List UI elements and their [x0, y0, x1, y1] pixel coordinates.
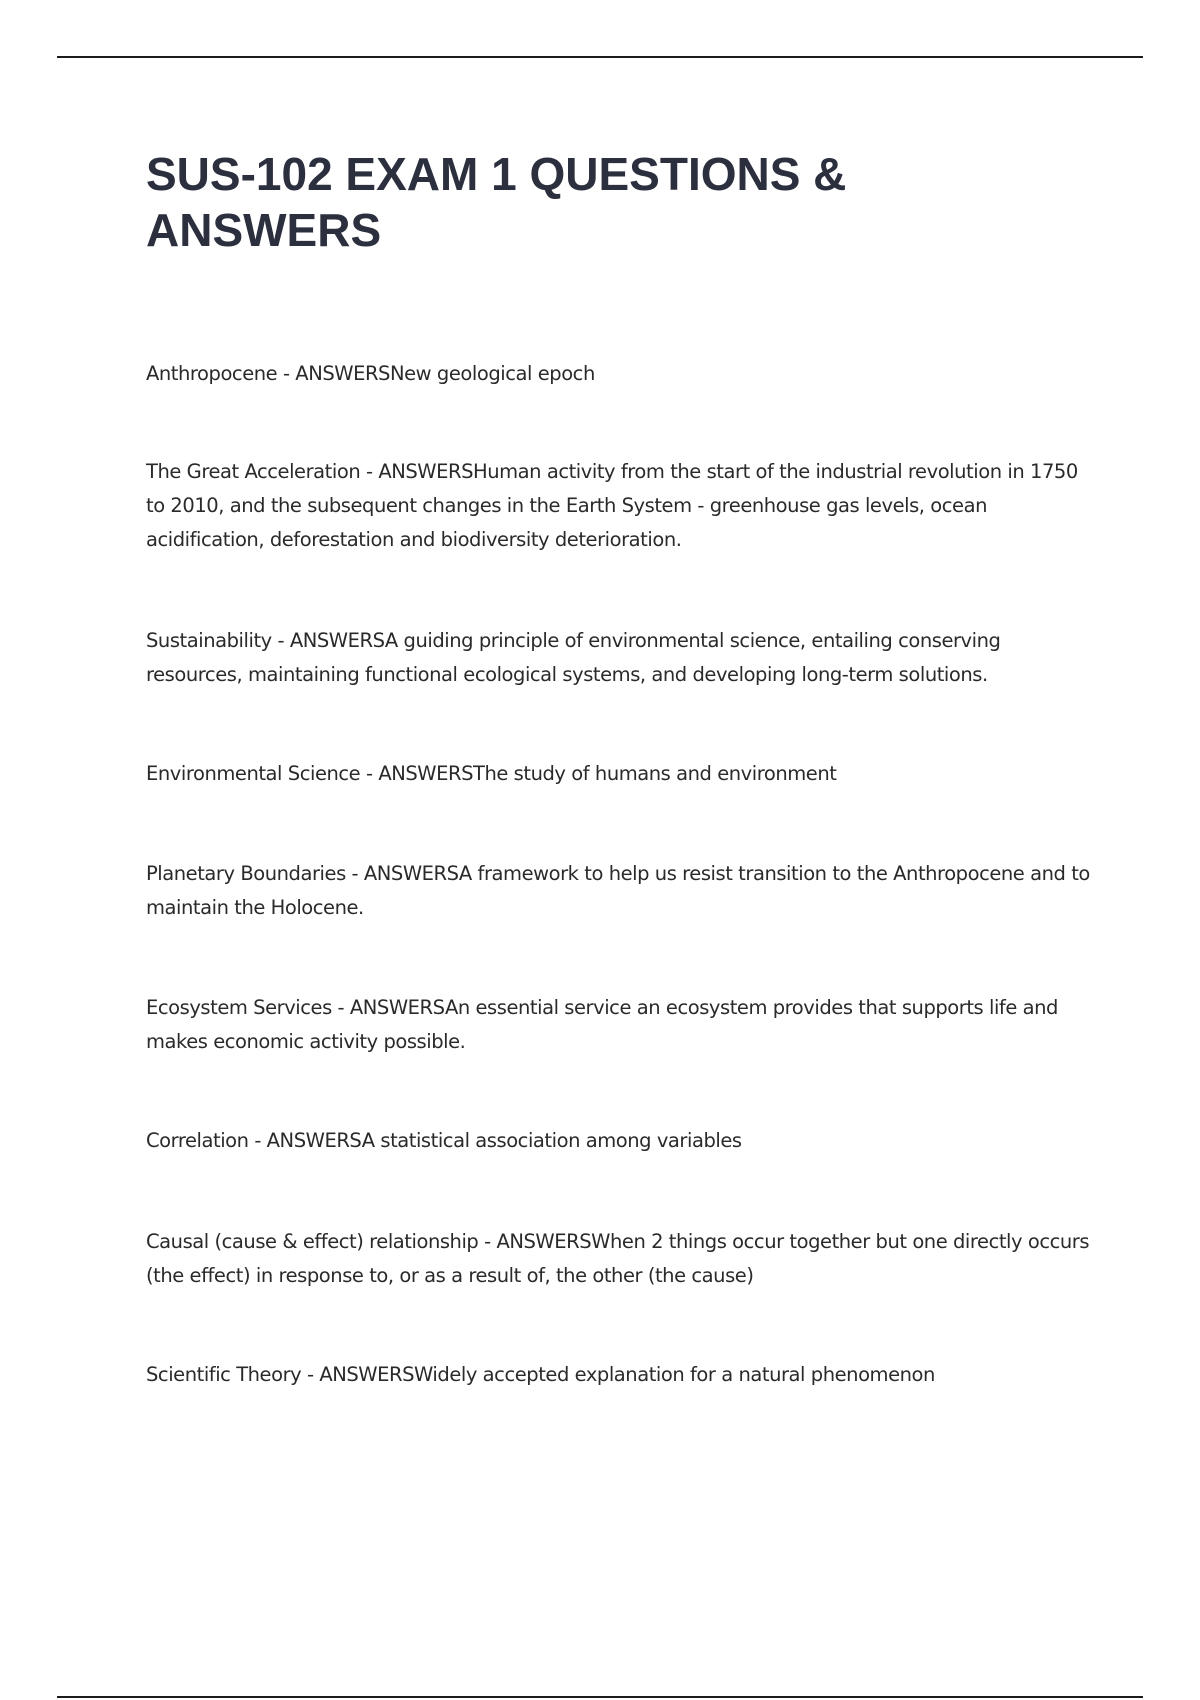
entry-term: Scientific Theory	[146, 1363, 302, 1386]
page-title: SUS-102 EXAM 1 QUESTIONS & ANSWERS	[146, 148, 847, 256]
qa-entry	[146, 1358, 1096, 1392]
qa-entry	[146, 757, 1096, 791]
entry-definition: Human activity from the start of the industrial revolution in 1750 to 2010, and the subsequent changes in the Earth System - greenhouse gas levels, ocean acidification, deforestation and biodiversity deterioration.	[146, 460, 1078, 551]
qa-entry	[146, 357, 1096, 391]
entry-separator: - ANSWERS	[478, 1230, 592, 1253]
entry-separator: - ANSWERS	[271, 629, 385, 652]
qa-entry	[146, 1225, 1096, 1293]
entry-term: Environmental Science	[146, 762, 361, 785]
entry-separator: - ANSWERS	[301, 1363, 415, 1386]
qa-entry	[146, 1124, 1096, 1158]
entry-definition: An essential service an ecosystem provides that supports life and makes economic activity possible.	[146, 996, 1058, 1053]
entry-definition: A guiding principle of environmental science, entailing conserving resources, maintaining functional ecological systems, and developing long-term solutions.	[146, 629, 1001, 686]
entry-separator: - ANSWERS	[360, 762, 474, 785]
entry-separator: - ANSWERS	[345, 862, 459, 885]
entry-separator: - ANSWERS	[248, 1129, 362, 1152]
entry-definition: A statistical association among variables	[361, 1129, 742, 1152]
entry-separator: - ANSWERS	[331, 996, 445, 1019]
entry-term: Correlation	[146, 1129, 249, 1152]
entry-term: The Great Acceleration	[146, 460, 361, 483]
qa-entry	[146, 624, 1096, 692]
entry-definition: A framework to help us resist transition to the Anthropocene and to maintain the Holocene.	[146, 862, 1090, 919]
entry-term: Causal (cause & effect) relationship	[146, 1230, 479, 1253]
qa-entry	[146, 991, 1096, 1059]
top-divider	[57, 56, 1143, 58]
entry-separator: - ANSWERS	[360, 460, 474, 483]
entry-separator: - ANSWERS	[277, 362, 390, 385]
entry-term: Ecosystem Services	[146, 996, 332, 1019]
entry-definition: New geological epoch	[390, 362, 595, 385]
entry-definition: When 2 things occur together but one directly occurs (the effect) in response to, or as a result of, the other (the cause)	[146, 1230, 1090, 1287]
entry-term: Sustainability	[146, 629, 272, 652]
entry-term: Planetary Boundaries	[146, 862, 346, 885]
entry-definition: Widely accepted explanation for a natural phenomenon	[414, 1363, 935, 1386]
qa-entry	[146, 455, 1096, 557]
entry-definition: The study of humans and environment	[473, 762, 837, 785]
qa-entry	[146, 857, 1096, 925]
entry-term: Anthropocene	[146, 362, 278, 385]
bottom-divider	[57, 1696, 1143, 1698]
